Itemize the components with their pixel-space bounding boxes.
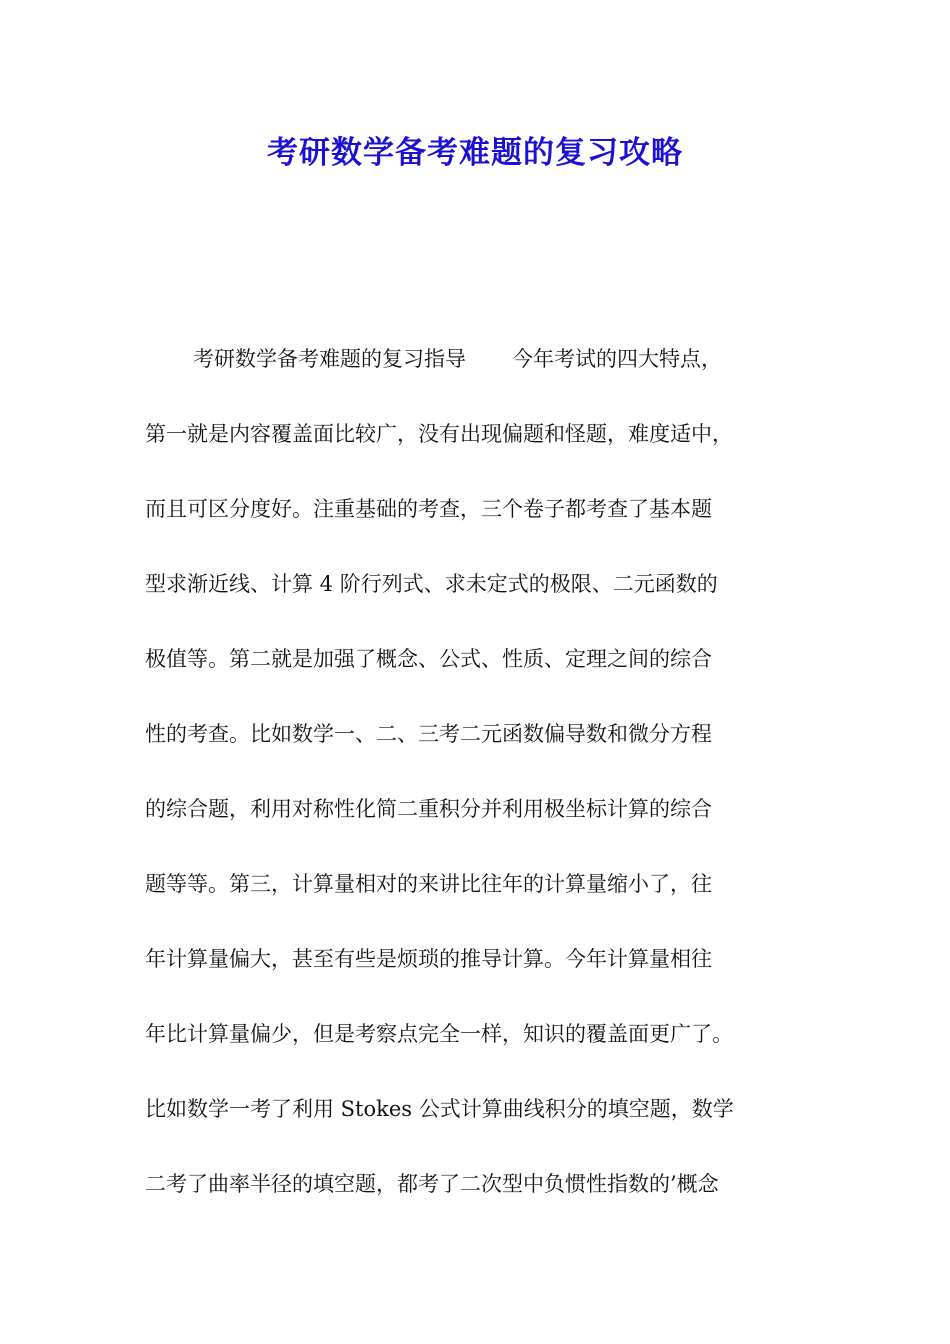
- paragraph-line-1: [145, 333, 825, 408]
- paragraph-line-4: 型求渐近线、计算 4 阶行列式、求未定式的极限、二元函数的: [145, 572, 718, 596]
- paragraph-line-7: 的综合题，利用对称性化简二重积分并利用极坐标计算的综合: [145, 797, 712, 821]
- paragraph-line-8: 题等等。第三，计算量相对的来讲比往年的计算量缩小了，往: [145, 872, 712, 896]
- paragraph-line-6: 性的考查。比如数学一、二、三考二元函数偏导数和微分方程: [145, 722, 712, 746]
- paragraph-line-2: 第一就是内容覆盖面比较广，没有出现偏题和怪题，难度适中，: [145, 422, 733, 446]
- paragraph-line-5: 极值等。第二就是加强了概念、公式、性质、定理之间的综合: [145, 647, 712, 671]
- document-title: 考研数学备考难题的复习攻略: [267, 135, 683, 171]
- paragraph-line-9: 年计算量偏大，甚至有些是烦琐的推导计算。今年计算量相往: [145, 947, 712, 971]
- document-body: [145, 333, 825, 1233]
- paragraph-line-12: 二考了曲率半径的填空题，都考了二次型中负惯性指数的’概念: [145, 1172, 719, 1196]
- paragraph-line-10: 年比计算量偏少，但是考察点完全一样，知识的覆盖面更广了。: [145, 1022, 733, 1046]
- paragraph-line-11: 比如数学一考了利用 Stokes 公式计算曲线积分的填空题，数学: [145, 1097, 734, 1121]
- paragraph-text: 今年考试的四大特点，: [512, 347, 722, 371]
- paragraph-line-3: 而且可区分度好。注重基础的考查，三个卷子都考查了基本题: [145, 497, 712, 521]
- subheading-text: 考研数学备考难题的复习指导: [193, 347, 466, 371]
